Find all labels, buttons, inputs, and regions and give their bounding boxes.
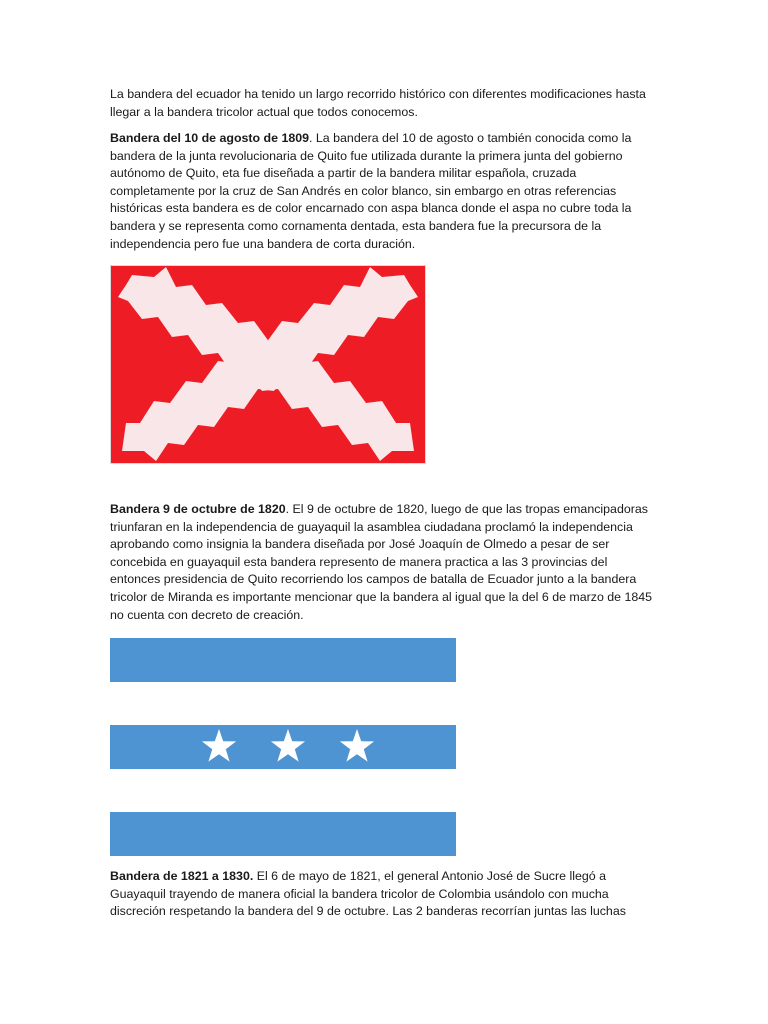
flag-1820-stripe-top	[110, 638, 456, 682]
heading-1820: Bandera 9 de octubre de 1820	[110, 502, 286, 516]
heading-1809: Bandera del 10 de agosto de 1809	[110, 131, 310, 145]
body-1809: . La bandera del 10 de agosto o también conocida como la bandera de la junta revolucionaria de Quito fue utilizada durante la primera junta del gobierno autónomo de Quito, eta fue diseñada a partir de la bandera militar española, cruzada completamente por la cruz de San Andrés en color blanco, sin embargo en otras referencias históricas esta bandera es de color encarnado con aspa blanca donde el aspa no cubre toda la bandera y se representa como cornamenta dentada, esta bandera fue la precursora de la independencia pero fue una bandera de corta duración.	[110, 131, 632, 251]
intro-paragraph: La bandera del ecuador ha tenido un largo recorrido histórico con diferentes modificaciones hasta llegar a la bandera tricolor actual que todos conocemos.	[110, 87, 646, 119]
body-1821: El 6 de mayo de 1821, el general Antonio José de Sucre llegó a Guayaquil trayendo de manera oficial la bandera tricolor de Colombia usándolo con mucha discreción respetando la bandera del 9 de octubre. Las 2 banderas recorrían juntas las luchas	[110, 869, 626, 919]
flag-1820-image	[110, 638, 456, 856]
heading-1821: Bandera de 1821 a 1830.	[110, 869, 254, 883]
paragraph-1821	[110, 868, 660, 921]
body-1820: . El 9 de octubre de 1820, luego de que las tropas emancipadoras triunfaran en la independencia de guayaquil la asamblea ciudadana proclamó la independencia aprobando como insignia la bandera diseñada por José Joaquín de Olmedo a pesar de ser concebida en guayaquil esta bandera represento de manera practica a las 3 provincias del entonces presidencia de Quito recorriendo los campos de batalla de Ecuador junto a la bandera tricolor de Miranda es importante mencionar que la bandera al igual que la del 6 de marzo de 1845 no cuenta con decreto de creación.	[110, 502, 653, 622]
paragraph-1809	[110, 130, 660, 253]
paragraph-1820	[110, 501, 660, 624]
flag-1809-image	[110, 265, 426, 464]
flag-1820-stripe-bottom	[110, 812, 456, 856]
